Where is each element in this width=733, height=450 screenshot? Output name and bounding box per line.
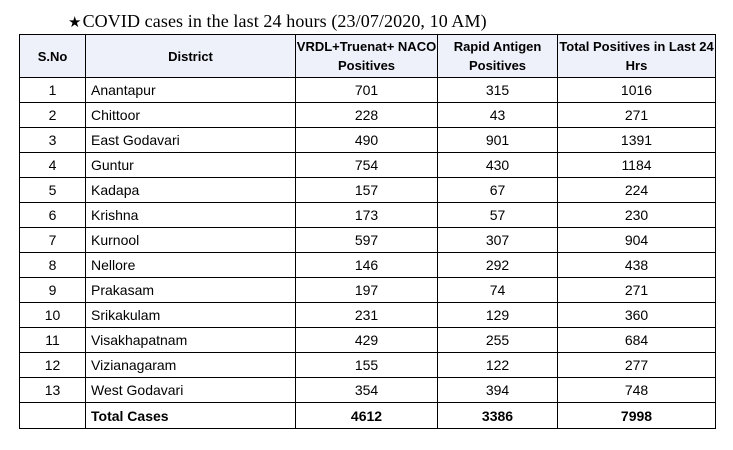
cell-rapid-antigen-positives: 129 — [438, 303, 558, 328]
cell-rapid-antigen-positives: 292 — [438, 253, 558, 278]
cell-rapid-antigen-positives: 67 — [438, 178, 558, 203]
cell-total-positives: 1016 — [558, 78, 716, 103]
cell-district: Prakasam — [86, 278, 296, 303]
cell-rapid-antigen-positives: 57 — [438, 203, 558, 228]
table-row — [20, 103, 716, 128]
cell-vrdl-positives: 701 — [296, 78, 438, 103]
cell-vrdl-positives: 354 — [296, 378, 438, 403]
cell-district: Anantapur — [86, 78, 296, 103]
cell-district: Guntur — [86, 153, 296, 178]
table-row — [20, 178, 716, 203]
totals-vrdl: 4612 — [296, 403, 438, 429]
cell-sno: 13 — [20, 378, 86, 403]
cell-rapid-antigen-positives: 901 — [438, 128, 558, 153]
cell-vrdl-positives: 157 — [296, 178, 438, 203]
table-row — [20, 328, 716, 353]
header-district: District — [86, 35, 296, 78]
cell-district: Srikakulam — [86, 303, 296, 328]
cell-vrdl-positives: 146 — [296, 253, 438, 278]
header-vrdl-positives: VRDL+Truenat+ NACO Positives — [296, 35, 438, 78]
cell-sno: 7 — [20, 228, 86, 253]
cell-vrdl-positives: 173 — [296, 203, 438, 228]
table-row — [20, 278, 716, 303]
totals-label: Total Cases — [86, 403, 296, 429]
cell-district: East Godavari — [86, 128, 296, 153]
cell-sno: 4 — [20, 153, 86, 178]
table-body — [20, 78, 716, 403]
cell-district: Visakhapatnam — [86, 328, 296, 353]
cell-vrdl-positives: 429 — [296, 328, 438, 353]
cell-district: Nellore — [86, 253, 296, 278]
cell-district: Vizianagaram — [86, 353, 296, 378]
header-total-positives: Total Positives in Last 24 Hrs — [558, 35, 716, 78]
cell-sno: 9 — [20, 278, 86, 303]
cell-total-positives: 271 — [558, 103, 716, 128]
cell-vrdl-positives: 490 — [296, 128, 438, 153]
cell-total-positives: 1391 — [558, 128, 716, 153]
cell-sno: 3 — [20, 128, 86, 153]
cell-vrdl-positives: 228 — [296, 103, 438, 128]
table-row — [20, 353, 716, 378]
cell-total-positives: 230 — [558, 203, 716, 228]
table-row — [20, 78, 716, 103]
cell-sno: 12 — [20, 353, 86, 378]
cell-district: Chittoor — [86, 103, 296, 128]
cell-rapid-antigen-positives: 394 — [438, 378, 558, 403]
table-row — [20, 303, 716, 328]
cell-total-positives: 224 — [558, 178, 716, 203]
star-icon: ★ — [68, 15, 82, 31]
cell-vrdl-positives: 231 — [296, 303, 438, 328]
cell-total-positives: 438 — [558, 253, 716, 278]
cell-total-positives: 271 — [558, 278, 716, 303]
cell-rapid-antigen-positives: 122 — [438, 353, 558, 378]
cell-rapid-antigen-positives: 255 — [438, 328, 558, 353]
totals-sno-cell — [20, 403, 86, 429]
cell-sno: 8 — [20, 253, 86, 278]
cell-rapid-antigen-positives: 74 — [438, 278, 558, 303]
totals-row — [20, 403, 716, 429]
cell-district: Kadapa — [86, 178, 296, 203]
cell-vrdl-positives: 155 — [296, 353, 438, 378]
page-title — [68, 10, 487, 34]
cell-sno: 11 — [20, 328, 86, 353]
cell-district: Krishna — [86, 203, 296, 228]
cell-sno: 10 — [20, 303, 86, 328]
cell-rapid-antigen-positives: 315 — [438, 78, 558, 103]
cell-total-positives: 277 — [558, 353, 716, 378]
cell-district: West Godavari — [86, 378, 296, 403]
table-row — [20, 378, 716, 403]
cell-total-positives: 684 — [558, 328, 716, 353]
cell-rapid-antigen-positives: 43 — [438, 103, 558, 128]
cell-sno: 2 — [20, 103, 86, 128]
cell-rapid-antigen-positives: 430 — [438, 153, 558, 178]
title-text: COVID cases in the last 24 hours (23/07/2020, 10 AM) — [82, 11, 487, 31]
cell-total-positives: 1184 — [558, 153, 716, 178]
cell-vrdl-positives: 197 — [296, 278, 438, 303]
table-row — [20, 253, 716, 278]
header-rapid-antigen-positives: Rapid Antigen Positives — [438, 35, 558, 78]
totals-total: 7998 — [558, 403, 716, 429]
table-row — [20, 203, 716, 228]
cell-vrdl-positives: 754 — [296, 153, 438, 178]
header-sno: S.No — [20, 35, 86, 78]
cell-sno: 1 — [20, 78, 86, 103]
cell-total-positives: 904 — [558, 228, 716, 253]
totals-rapid: 3386 — [438, 403, 558, 429]
covid-cases-table — [19, 34, 716, 429]
table-row — [20, 128, 716, 153]
cell-rapid-antigen-positives: 307 — [438, 228, 558, 253]
cell-sno: 5 — [20, 178, 86, 203]
table-row — [20, 228, 716, 253]
cell-sno: 6 — [20, 203, 86, 228]
cell-vrdl-positives: 597 — [296, 228, 438, 253]
cell-total-positives: 360 — [558, 303, 716, 328]
cell-total-positives: 748 — [558, 378, 716, 403]
header-row — [20, 35, 716, 78]
cell-district: Kurnool — [86, 228, 296, 253]
table-row — [20, 153, 716, 178]
